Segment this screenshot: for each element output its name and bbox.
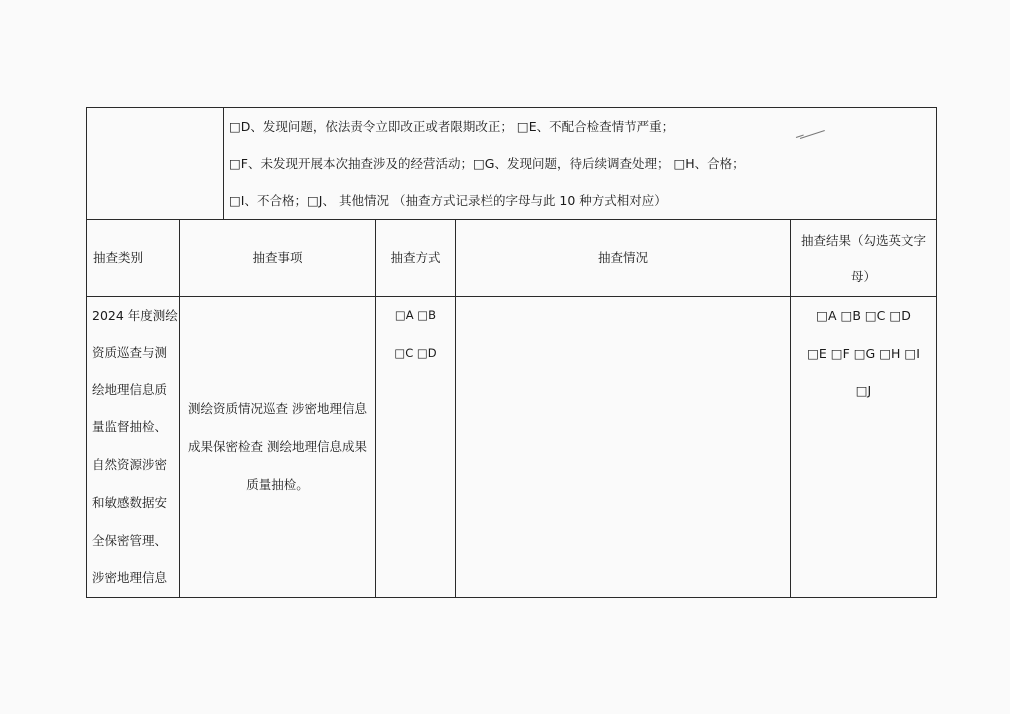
- category-line: 量监督抽检、: [92, 419, 168, 434]
- legend-line-2: □F、未发现开展本次抽查涉及的经营活动；□G、发现问题，待后续调查处理； □H、合格；: [229, 156, 745, 171]
- category-line: 绘地理信息质: [92, 382, 168, 397]
- table-top-border: [86, 107, 937, 108]
- legend-line-3: □I、不合格；□J、 其他情况 （抽查方式记录栏的字母与此 10 种方式相对应）: [229, 193, 667, 208]
- method-options-row[interactable]: □A □B: [394, 308, 437, 322]
- category-line: 资质巡查与测: [92, 345, 168, 360]
- category-line: 涉密地理信息: [92, 570, 168, 585]
- items-line: 成果保密检查 测绘地理信息成果: [188, 439, 367, 454]
- header-result-line-1: 抽查结果（勾选英文字: [800, 233, 926, 248]
- col-divider-method: [375, 219, 376, 598]
- header-bottom-border: [86, 296, 937, 297]
- category-line: 自然资源涉密: [92, 457, 168, 472]
- items-line: 质量抽检。: [246, 477, 309, 492]
- header-top-border: [86, 219, 937, 220]
- header-result-line-2: 母）: [850, 269, 876, 284]
- result-options-row[interactable]: □J: [855, 383, 872, 398]
- table-left-border: [86, 107, 87, 598]
- category-line: 2024 年度测绘: [92, 308, 178, 323]
- header-situation: 抽查情况: [597, 250, 648, 265]
- header-items: 抽查事项: [252, 250, 303, 265]
- table-bottom-border: [86, 597, 937, 598]
- result-options-row[interactable]: □A □B □C □D: [816, 308, 911, 323]
- header-method: 抽查方式: [390, 250, 441, 265]
- legend-divider: [223, 107, 224, 220]
- header-category: 抽查类别: [93, 250, 144, 265]
- table-right-border: [936, 107, 937, 598]
- category-line: 和敏感数据安: [92, 495, 168, 510]
- col-divider-situation: [455, 219, 456, 598]
- method-options-row[interactable]: □C □D: [394, 346, 437, 360]
- legend-line-1: □D、发现问题，依法责令立即改正或者限期改正； □E、不配合检查情节严重；: [229, 119, 675, 134]
- category-line: 全保密管理、: [92, 533, 168, 548]
- result-options-row[interactable]: □E □F □G □H □I: [807, 346, 920, 361]
- items-line: 测绘资质情况巡查 涉密地理信息: [188, 401, 367, 416]
